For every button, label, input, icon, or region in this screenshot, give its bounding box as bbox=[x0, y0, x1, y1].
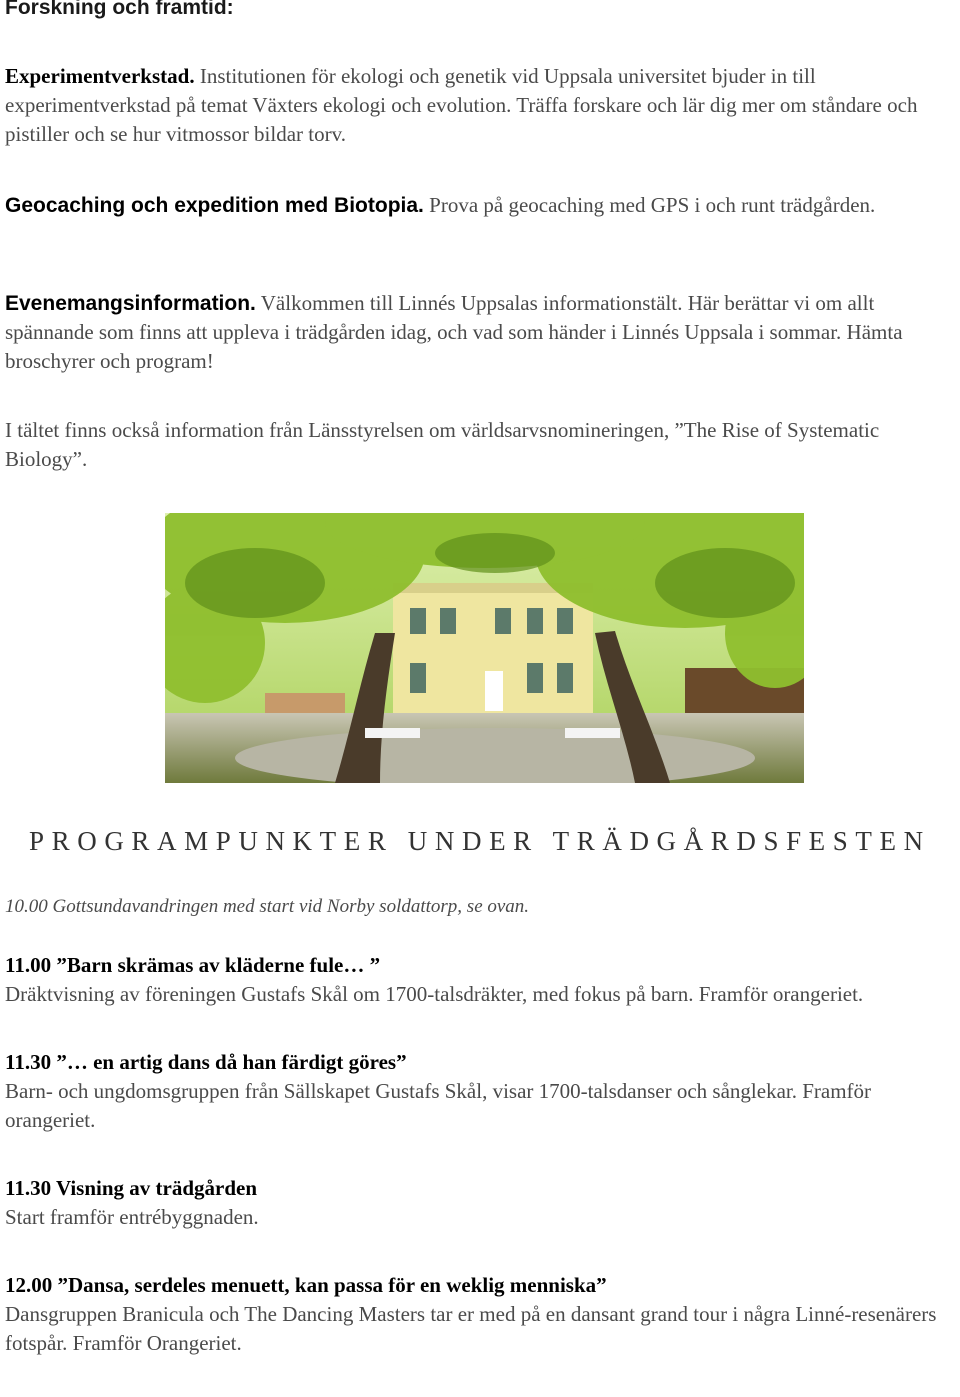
program-event-title: 12.00 ”Dansa, serdeles menuett, kan passa för en weklig menniska” bbox=[5, 1273, 607, 1297]
program-event-description: Dräktvisning av föreningen Gustafs Skål om 1700-talsdräkter, med fokus på barn. Framför orangeriet. bbox=[5, 982, 864, 1006]
paragraph-text: I tältet finns också information från Länsstyrelsen om världsarvsnomineringen, ”The Rise of Systematic Biology”. bbox=[5, 418, 880, 471]
program-event-title: 11.00 ”Barn skrämas av kläderne fule… ” bbox=[5, 953, 381, 977]
program-event bbox=[5, 951, 957, 1009]
paragraph-geocaching bbox=[5, 191, 957, 220]
paragraph-lansstyrelsen bbox=[5, 416, 957, 474]
program-title: PROGRAMPUNKTER UNDER TRÄDGÅRDSFESTEN bbox=[29, 826, 931, 856]
program-event bbox=[5, 1048, 957, 1135]
paragraph-title: Experimentverkstad. bbox=[5, 64, 195, 88]
paragraph-title: Evenemangsinformation. bbox=[5, 292, 256, 315]
garden-photo bbox=[165, 513, 804, 783]
section-heading: Forskning och framtid: bbox=[5, 0, 234, 19]
paragraph-text: Välkommen till Linnés Uppsalas informationstält. Här berättar vi om allt spännande som finns att uppleva i trädgården idag, och vad som händer i Linnés Uppsala i sommar. Hämta broschyrer och program! bbox=[5, 291, 903, 373]
program-event-description: Dansgruppen Branicula och The Dancing Masters tar er med på en dansant grand tour i några Linné-resenärers fotspår. Framför Orangeriet. bbox=[5, 1302, 937, 1355]
program-event-title: 11.30 Visning av trädgården bbox=[5, 1176, 258, 1200]
paragraph-experimentverkstad bbox=[5, 62, 957, 149]
program-list bbox=[5, 892, 957, 1358]
paragraph-title: Geocaching och expedition med Biotopia. bbox=[5, 194, 424, 217]
program-event-description: Barn- och ungdomsgruppen från Sällskapet Gustafs Skål, visar 1700-talsdanser och sånglekar. Framför orangeriet. bbox=[5, 1079, 872, 1132]
program-event-title: 10.00 Gottsundavandringen med start vid Norby soldattorp, se ovan. bbox=[5, 896, 530, 917]
paragraph-evenemangsinformation bbox=[5, 289, 957, 376]
program-event-title: 11.30 ”… en artig dans då han färdigt göres” bbox=[5, 1050, 407, 1074]
paragraph-text: Institutionen för ekologi och genetik vid Uppsala universitet bjuder in till experimentverkstad på temat Växters ekologi och evolution. Träffa forskare och lär dig mer om ståndare och pistiller och se hur vitmossor bildar torv. bbox=[5, 64, 918, 146]
program-event bbox=[5, 1271, 957, 1358]
program-event bbox=[5, 1174, 957, 1232]
paragraph-text: Prova på geocaching med GPS i och runt trädgården. bbox=[423, 193, 876, 217]
program-event-description: Start framför entrébyggnaden. bbox=[5, 1205, 259, 1229]
